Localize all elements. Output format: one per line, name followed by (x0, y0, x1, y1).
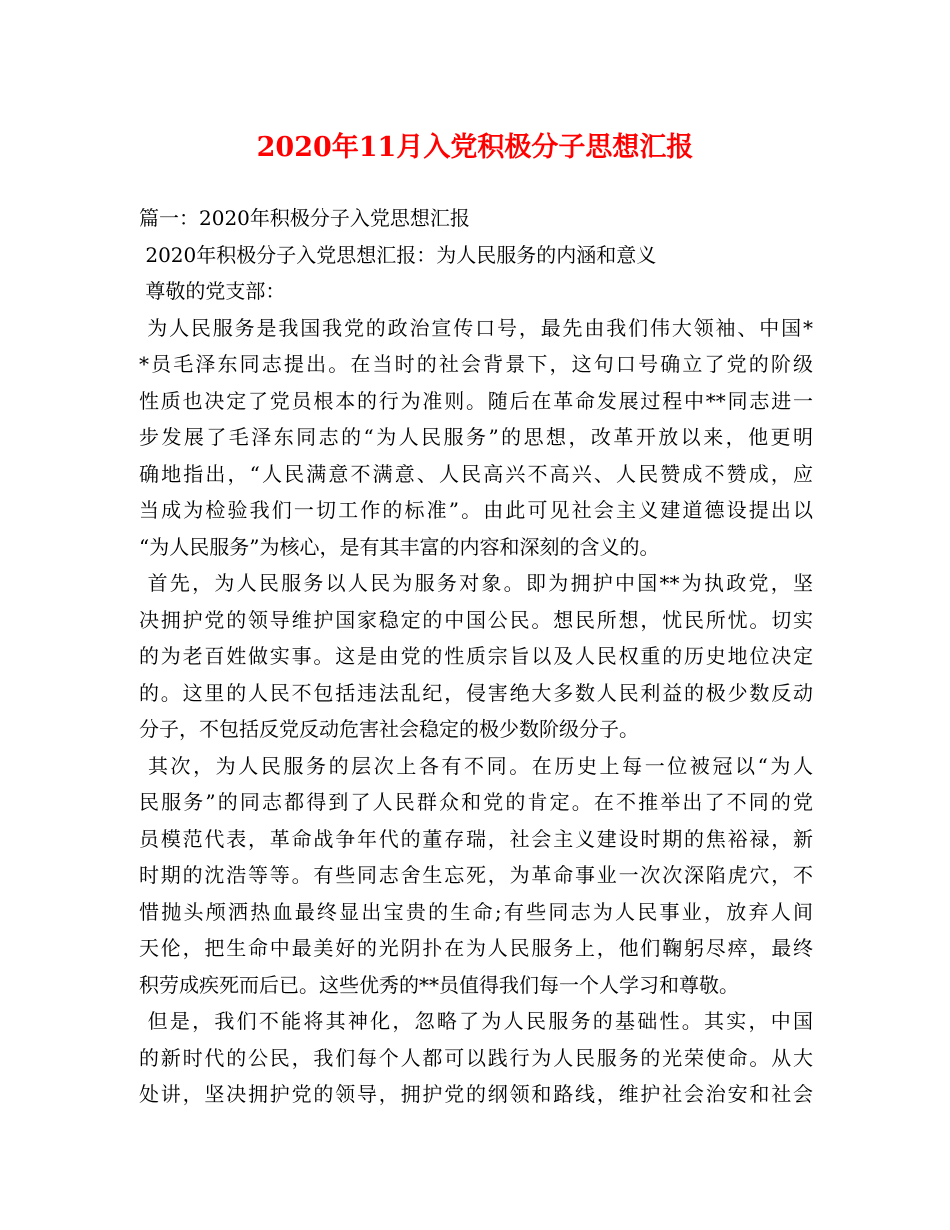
text-line: 当成为检验我们一切工作的标准”。由此可见社会主义建道德设提出以 (139, 498, 813, 522)
text-line: 的为老百姓做实事。这是由党的性质宗旨以及人民权重的历史地位决定 (139, 644, 813, 668)
text-line: 员模范代表，革命战争年代的董存瑞，社会主义建设时期的焦裕禄，新 (139, 826, 813, 851)
document-title: 2020年11月入党积极分子思想汇报 (256, 132, 694, 163)
text-line: 2020年积极分子入党思想汇报：为人民服务的内涵和意义 (139, 242, 657, 267)
text-line: 的。这里的人民不包括违法乱纪，侵害绝大多数人民利益的极少数反动 (139, 680, 813, 705)
text-line: 惜抛头颅洒热血最终显出宝贵的生命;有些同志为人民事业，放弃人间 (139, 899, 813, 924)
text-line: 但是，我们不能将其神化，忽略了为人民服务的基础性。其实，中国 (139, 1009, 813, 1033)
text-line: 首先，为人民服务以人民为服务对象。即为拥护中国**为执政党，坚 (139, 571, 813, 595)
text-line: 时期的沈浩等等。有些同志舍生忘死，为革命事业一次次深陷虎穴，不 (139, 863, 813, 887)
text-line: 决拥护党的领导维护国家稳定的中国公民。想民所想，忧民所忧。切实 (139, 607, 813, 632)
text-line: 尊敬的党支部： (139, 279, 286, 303)
text-line: 积劳成疾死而后已。这些优秀的**员值得我们每一个人学习和尊敬。 (139, 972, 739, 997)
text-line: 篇一：2020年积极分子入党思想汇报 (139, 206, 470, 230)
text-line: *员毛泽东同志提出。在当时的社会背景下，这句口号确立了党的阶级 (139, 352, 813, 376)
text-line: “为人民服务”为核心，是有其丰富的内容和深刻的含义的。 (139, 534, 660, 559)
text-line: 确地指出，“人民满意不满意、人民高兴不高兴、人民赞成不赞成，应 (139, 461, 813, 486)
text-line: 的新时代的公民，我们每个人都可以践行为人民服务的光荣使命。从大 (139, 1045, 813, 1070)
text-line: 天伦，把生命中最美好的光阴扑在为人民服务上，他们鞠躬尽瘁，最终 (139, 936, 813, 960)
text-line: 民服务”的同志都得到了人民群众和党的肯定。在不推举出了不同的党 (139, 790, 813, 814)
text-line: 步发展了毛泽东同志的“为人民服务”的思想，改革开放以来，他更明 (139, 425, 813, 449)
document-body (139, 200, 813, 1113)
text-line: 为人民服务是我国我党的政治宣传口号，最先由我们伟大领袖、中国* (139, 315, 813, 340)
text-line: 其次，为人民服务的层次上各有不同。在历史上每一位被冠以“为人 (139, 753, 813, 778)
text-line: 性质也决定了党员根本的行为准则。随后在革命发展过程中**同志进一 (139, 388, 813, 413)
text-line: 分子，不包括反党反动危害社会稳定的极少数阶级分子。 (139, 717, 639, 741)
text-line: 处讲，坚决拥护党的领导，拥护党的纲领和路线，维护社会治安和社会 (139, 1082, 813, 1106)
